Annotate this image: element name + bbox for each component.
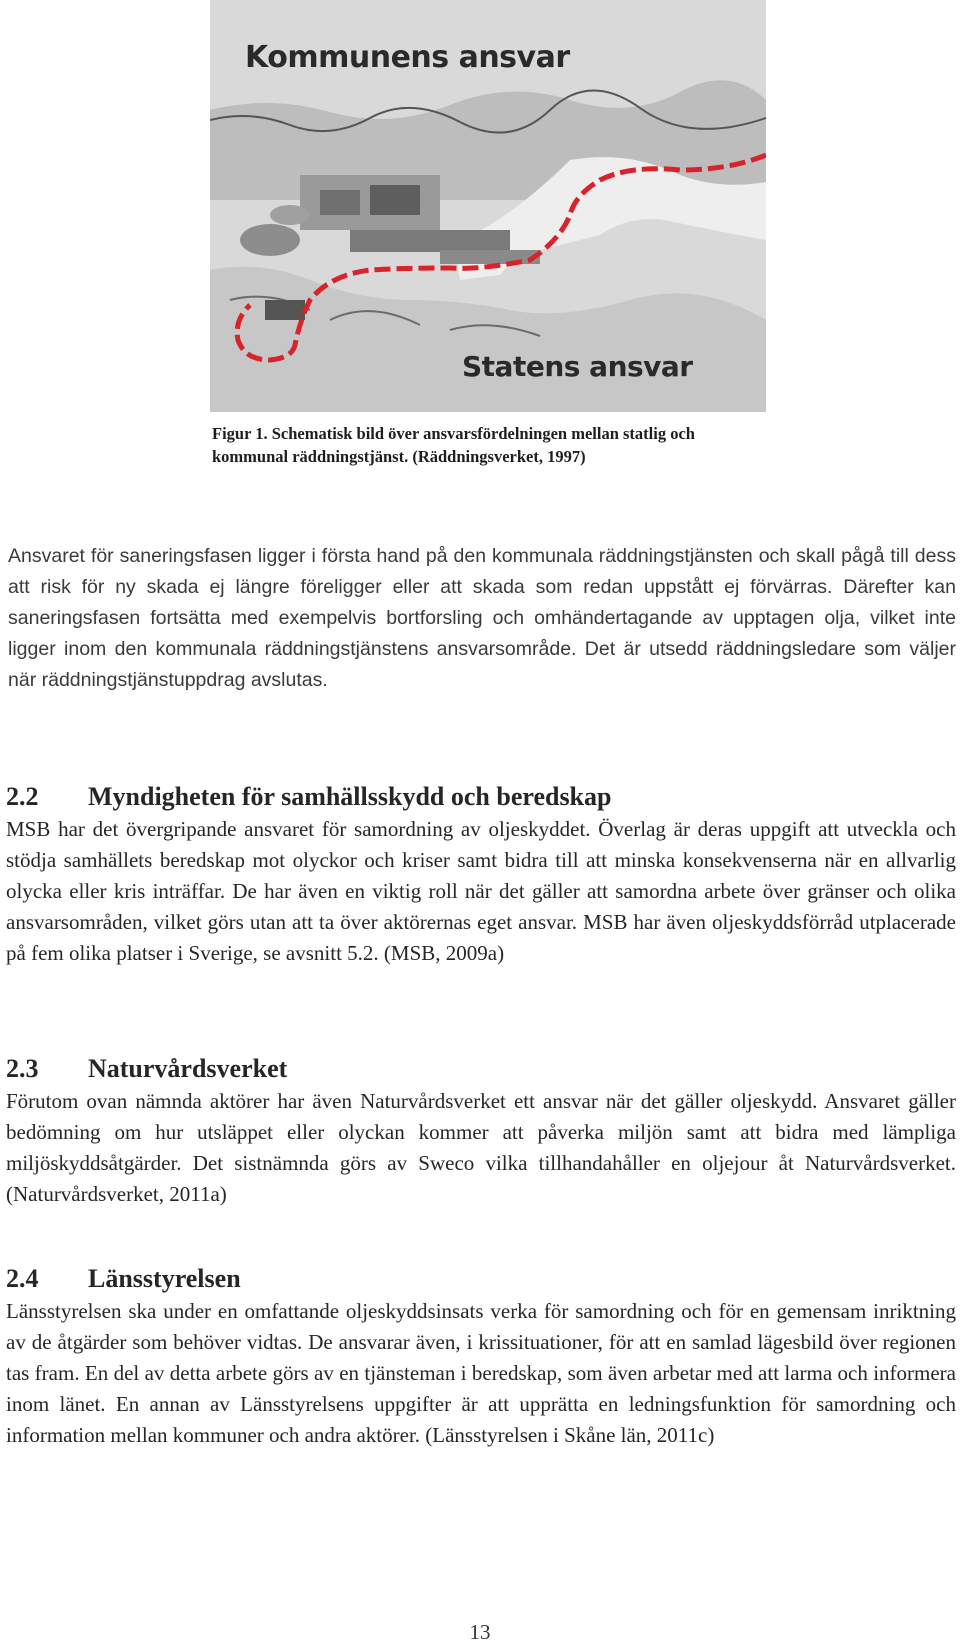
section-2-4 (6, 1262, 956, 1451)
page-number: 13 (469, 1620, 491, 1644)
section-number: 2.3 (6, 1054, 39, 1083)
section-heading (6, 1262, 956, 1296)
section-body: Länsstyrelsen ska under en omfattande oljeskyddsinsats verka för samordning och för en gemensam inriktning av de åtgärder som behöver vidtas. De ansvarar även, i krissituationer, för att en samlad lägesbild över regionen tas fram. En del av detta arbete görs av en tjänsteman i beredskap, som även arbetar med att larma och informera inom länet. En annan av Länsstyrelsens uppgifter är att upprätta en ledningsfunktion för samordning och information mellan kommuner och andra aktörer. (Länsstyrelsen i Skåne län, 2011c) (6, 1299, 956, 1447)
section-body: Förutom ovan nämnda aktörer har även Naturvårdsverket ett ansvar när det gäller oljeskydd. Ansvaret gäller bedömning om hur utsläppet eller olyckan kommer att påverka miljön samt att bidra med lämpliga miljöskyddsåtgärder. Det sistnämnda görs av Sweco vilka tillhandahåller en oljejour åt Naturvårdsverket. (Naturvårdsverket, 2011a) (6, 1089, 956, 1206)
section-number: 2.4 (6, 1264, 39, 1293)
section-heading (6, 1052, 956, 1086)
section-title: Naturvårdsverket (88, 1054, 288, 1083)
figure-illustration (210, 0, 766, 412)
figure-title: Kommunens ansvar (245, 40, 570, 75)
figure-caption: Figur 1. Schematisk bild över ansvarsfördelningen mellan statlig och kommunal räddningstjänst. (Räddningsverket, 1997) (212, 424, 695, 466)
section-title: Myndigheten för samhällsskydd och beredskap (88, 782, 612, 811)
section-body: MSB har det övergripande ansvaret för samordning av oljeskyddet. Överlag är deras uppgift att utveckla och stödja samhällets beredskap mot olyckor och kriser samt bidra till att minska konsekvenserna när en allvarlig olycka eller kris inträffar. De har även en viktig roll när det gäller att samordna arbete över gränser och olika ansvarsområden, vilket görs utan att ta över aktörernas eget ansvar. MSB har även oljeskyddsförråd utplacerade på fem olika platser i Sverige, se avsnitt 5.2. (MSB, 2009a) (6, 817, 956, 965)
section-number: 2.2 (6, 782, 39, 811)
section-2-3 (6, 1052, 956, 1210)
intro-paragraph: Ansvaret för saneringsfasen ligger i första hand på den kommunala räddningstjänsten och skall pågå till dess att risk för ny skada ej längre föreligger eller att skada som redan uppstått ej förvärras. Därefter kan saneringsfasen fortsätta med exempelvis bortforsling och omhändertagande av upptagen olja, vilket inte ligger inom den kommunala räddningstjänstens ansvarsområde. Det är utsedd räddningsledare som väljer när räddningstjänstuppdrag avslutas. (8, 545, 956, 691)
section-2-2 (6, 780, 956, 969)
section-heading (6, 780, 956, 814)
section-title: Länsstyrelsen (88, 1264, 241, 1293)
figure-bottom-label: Statens ansvar (462, 350, 693, 383)
